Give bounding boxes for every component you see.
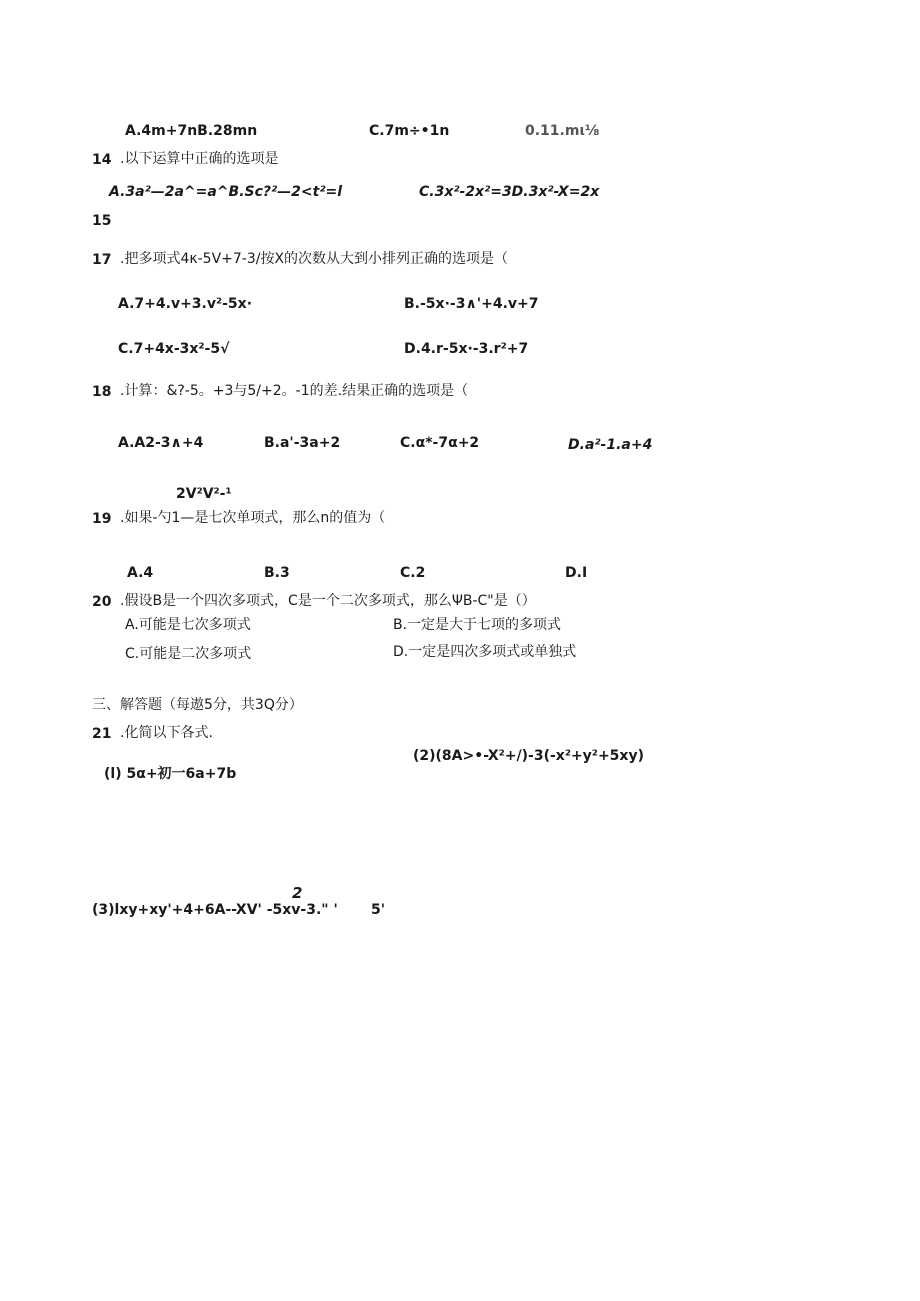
q17-stem: .把多项式4κ-5V+7-3/按X的次数从大到小排列正确的选项是（ [120,251,509,267]
q21-part1: (l) 5α+初一6a+7b [104,766,237,782]
q17-option-d: D.4.r-5x·-3.r²+7 [404,341,529,357]
q13-option-c: C.7m÷•1n [369,123,450,139]
q14-option-ab: A.3a²—2a^=a^B.Sc?²—2<t²=l [109,184,343,200]
q19-stem: .如果-勺1—是七次单项式，那么n的值为（ [120,510,386,526]
q21-number: 21 [92,726,112,742]
q18-option-b: B.a'-3a+2 [264,435,341,451]
q17-option-a: A.7+4.v+3.v²-5x· [118,296,253,312]
section3-title: 三、解答题（每遨5分，共3Q分） [92,697,303,713]
q20-option-a: A.可能是七次多项式 [125,617,251,633]
q20-stem: .假设B是一个四次多项式，C是一个二次多项式，那么ΨB-C"是（） [120,593,536,609]
q18-option-a: A.A2-3∧+4 [118,435,204,451]
q17-number: 17 [92,252,112,268]
q20-option-d: D.一定是四次多项式或单独式 [393,644,577,660]
q20-number: 20 [92,594,112,610]
q18-stem: .计算：&?-5。+3与5/+2。-1的差.结果正确的选项是（ [120,383,469,399]
q14-number: 14 [92,152,112,168]
q17-option-c: C.7+4x-3x²-5√ [118,341,230,357]
q13-option-ab: A.4m+7nB.28mn [125,123,258,139]
q21-part3-superscript: 2 [292,884,303,902]
q14-stem: .以下运算中正确的选项是 [120,151,279,167]
q21-part3-tail: 5' [371,902,386,918]
q20-option-c: C.可能是二次多项式 [125,646,252,662]
q18-number: 18 [92,384,112,400]
q19-superscript: 2V²V²-¹ [176,486,232,502]
q19-option-d: D.I [565,565,588,581]
q20-option-b: B.一定是大于七项的多项式 [393,617,562,633]
q14-option-cd: C.3x²-2x²=3D.3x²-X=2x [419,184,600,200]
q21-part3: (3)lxy+xy'+4+6A--XV' -5xv-3." ' [92,902,338,918]
q18-option-d: D.a²-1.a+4 [568,437,653,453]
q15-number: 15 [92,213,112,229]
q19-option-a: A.4 [127,565,154,581]
q19-option-b: B.3 [264,565,290,581]
q18-option-c: C.α*-7α+2 [400,435,480,451]
q19-option-c: C.2 [400,565,426,581]
q21-part2: (2)(8A>•-X²+/)-3(-x²+y²+5xy) [413,748,644,764]
q21-stem: .化简以下各式. [120,725,213,741]
q13-option-d: 0.11.mι⅛ [525,123,600,139]
q17-option-b: B.-5x·-3∧'+4.v+7 [404,296,539,312]
q19-number: 19 [92,511,112,527]
